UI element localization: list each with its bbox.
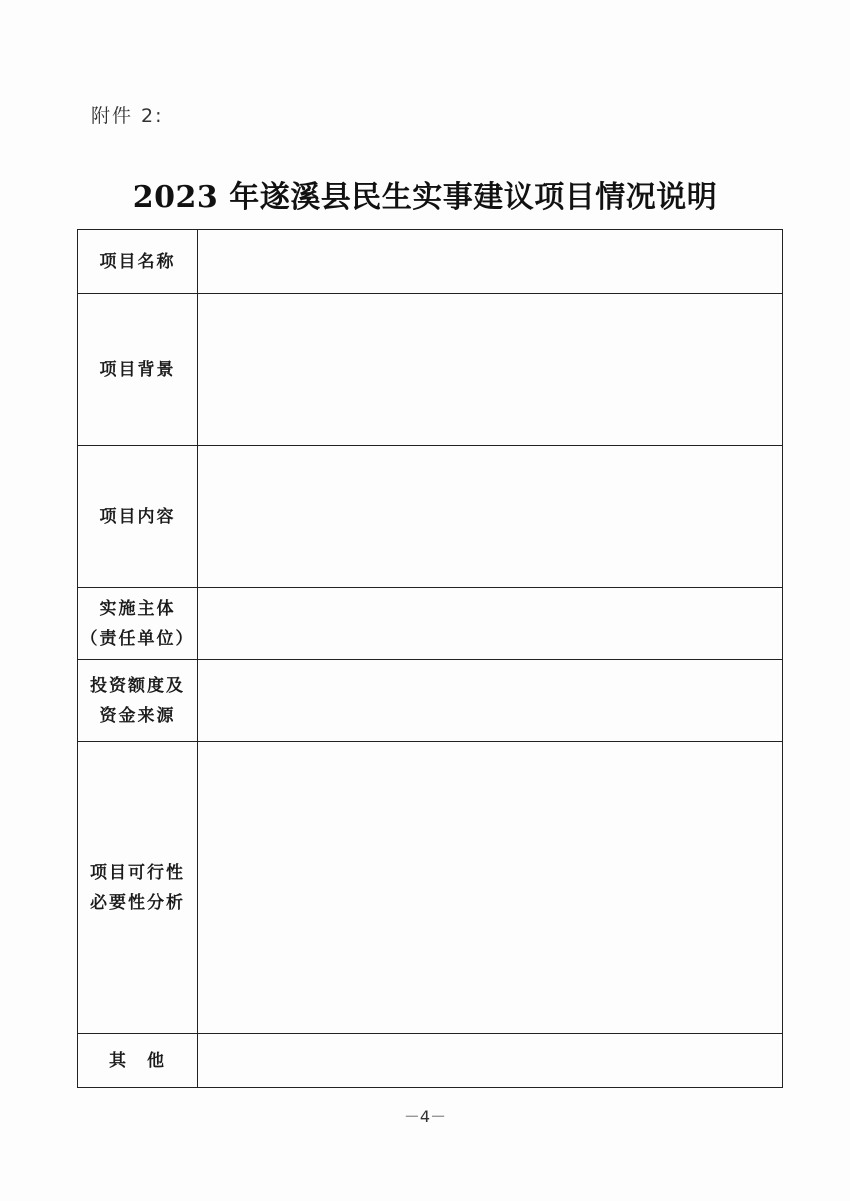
field-project-content[interactable] bbox=[198, 446, 783, 588]
label-project-content bbox=[78, 446, 198, 588]
field-project-name[interactable] bbox=[198, 230, 783, 294]
label-other bbox=[78, 1034, 198, 1088]
form-row-project-name bbox=[78, 230, 783, 294]
label-feasibility bbox=[78, 742, 198, 1034]
label-line: 投资额度及 bbox=[90, 675, 185, 696]
label-implementing-entity bbox=[78, 588, 198, 660]
field-investment[interactable] bbox=[198, 660, 783, 742]
label-investment bbox=[78, 660, 198, 742]
field-project-background[interactable] bbox=[198, 294, 783, 446]
label-line: 实施主体 bbox=[99, 598, 176, 619]
form-row-feasibility bbox=[78, 742, 783, 1034]
label-line: 项目背景 bbox=[99, 359, 176, 380]
form-row-other bbox=[78, 1034, 783, 1088]
form-row-project-background bbox=[78, 294, 783, 446]
field-other[interactable] bbox=[198, 1034, 783, 1088]
label-line: 项目可行性 bbox=[90, 862, 185, 883]
form-row-project-content bbox=[78, 446, 783, 588]
proposal-form-table bbox=[77, 229, 783, 1088]
page-number: －4－ bbox=[403, 1107, 447, 1126]
label-project-name bbox=[78, 230, 198, 294]
document-title: 2023 年遂溪县民生实事建议项目情况说明 bbox=[132, 180, 718, 215]
label-project-background bbox=[78, 294, 198, 446]
field-feasibility[interactable] bbox=[198, 742, 783, 1034]
form-row-investment bbox=[78, 660, 783, 742]
label-line: 资金来源 bbox=[99, 705, 176, 726]
label-line: （责任单位） bbox=[80, 628, 195, 649]
attachment-label: 附件 2: bbox=[91, 105, 164, 127]
label-line: 其 他 bbox=[109, 1050, 166, 1071]
label-line: 项目名称 bbox=[99, 251, 176, 272]
field-implementing-entity[interactable] bbox=[198, 588, 783, 660]
label-line: 必要性分析 bbox=[90, 892, 185, 913]
label-line: 项目内容 bbox=[99, 506, 176, 527]
form-row-implementing-entity bbox=[78, 588, 783, 660]
